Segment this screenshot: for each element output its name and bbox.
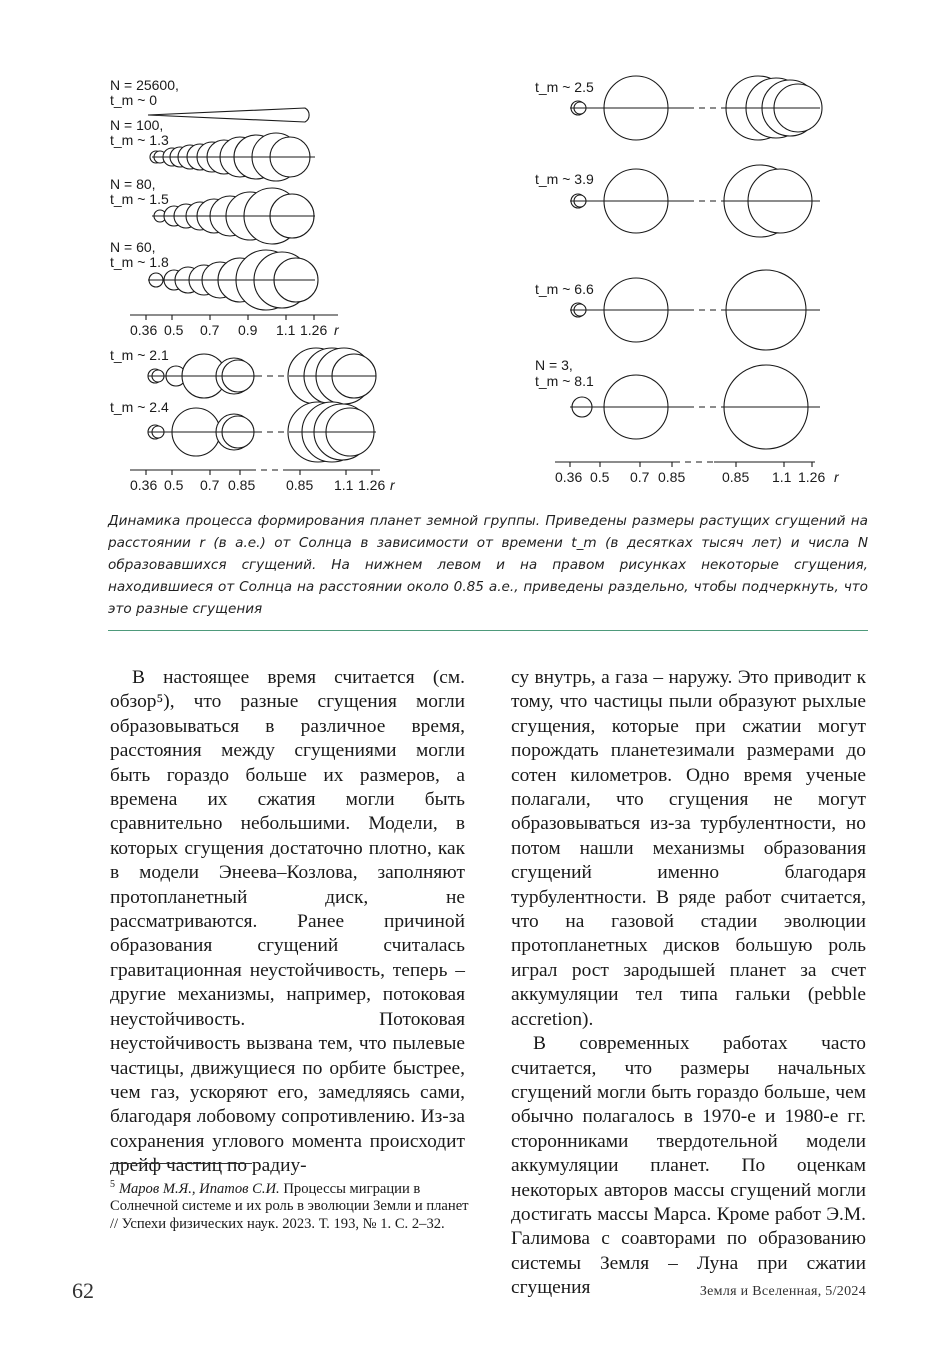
axis-label-r: r bbox=[834, 469, 839, 485]
axis-tick-label: 0.7 bbox=[200, 477, 220, 493]
row-label-n: N = 25600, bbox=[110, 77, 179, 93]
text-column-left bbox=[110, 666, 465, 1179]
axis-tick-label: 1.26 bbox=[358, 477, 386, 493]
row-label-tm: t_m ~ 1.8 bbox=[110, 254, 169, 270]
axis-tick-label: 1.1 bbox=[334, 477, 354, 493]
figure-left-panel bbox=[110, 77, 396, 493]
row-clumps-t39 bbox=[570, 165, 820, 237]
axis-bottom-left bbox=[130, 470, 396, 493]
row-clumps-t81 bbox=[570, 365, 820, 449]
row-label-tm: t_m ~ 2.5 bbox=[535, 79, 594, 95]
row-clumps-t25 bbox=[570, 76, 822, 140]
axis-tick-label: 0.36 bbox=[555, 469, 583, 485]
row-label-tm: t_m ~ 3.9 bbox=[535, 171, 594, 187]
axis-tick-label: 0.36 bbox=[130, 477, 158, 493]
axis-tick-label: 0.85 bbox=[658, 469, 686, 485]
journal-name: Земля и Вселенная, 5/2024 bbox=[699, 1284, 866, 1299]
figure-right-panel bbox=[535, 76, 840, 485]
axis-tick-label: 0.7 bbox=[200, 322, 220, 338]
row-label-n: N = 3, bbox=[535, 357, 573, 373]
row-label-tm: t_m ~ 0 bbox=[110, 92, 158, 108]
axis-tick-label: 0.85 bbox=[228, 477, 256, 493]
row-clumps-n100 bbox=[150, 133, 315, 181]
row-label-n: N = 100, bbox=[110, 117, 164, 133]
row-label-tm: t_m ~ 1.5 bbox=[110, 191, 169, 207]
ring-shape bbox=[148, 108, 309, 122]
figure bbox=[100, 70, 870, 500]
footnote-authors: Маров М.Я., Ипатов С.И. bbox=[119, 1180, 280, 1197]
axis-tick-label: 0.9 bbox=[238, 322, 258, 338]
paragraph: В современных работах часто считается, что размеры начальных сгущений могли быть гораздо больше, чем обычно полагалось в 1970-е и 1980-е гг. сторонниками твердотельной модели аккумуляции планет. По оценкам некоторых авторов массы сгущений могли достигать массы Марса. Кроме работ Э.М. Галимова с соавторами по образованию системы Земля – Луна при сжатии сгущения bbox=[511, 1033, 866, 1299]
page-number: 62 bbox=[72, 1278, 94, 1303]
row-clumps-t66 bbox=[570, 270, 820, 350]
figure-svg bbox=[100, 70, 870, 500]
row-clumps-n80 bbox=[152, 188, 315, 244]
row-label-tm: t_m ~ 2.1 bbox=[110, 347, 169, 363]
row-label-tm: t_m ~ 2.4 bbox=[110, 399, 169, 415]
row-label-tm: t_m ~ 1.3 bbox=[110, 132, 169, 148]
row-clumps-t24 bbox=[148, 402, 376, 462]
axis-tick-label: 0.36 bbox=[130, 322, 158, 338]
axis-tick-label: 0.85 bbox=[722, 469, 750, 485]
caption-divider bbox=[108, 630, 868, 631]
axis-tick-label: 1.26 bbox=[300, 322, 328, 338]
axis-tick-label: 0.5 bbox=[590, 469, 610, 485]
row-clumps-t21 bbox=[148, 348, 376, 404]
text-column-right bbox=[511, 666, 866, 1301]
axis-bottom-right bbox=[555, 462, 840, 485]
row-label-n: N = 60, bbox=[110, 239, 156, 255]
axis-tick-label: 0.5 bbox=[164, 322, 184, 338]
row-label-tm: t_m ~ 6.6 bbox=[535, 281, 594, 297]
paragraph: су внутрь, а газа – наружу. Это приводит к тому, что частицы пыли образуют рыхлые сгущения, которые при сжатии могут порождать планетезимали размерами до сотен километров. Одно время ученые полагали, что сгущения не могут образовываться из-за турбулентности, но потом нашли механизмы образования сгущений именно благодаря турбулентности. В ряде работ считается, что на газовой стадии эволюции протопланетных дисков большую роль играл рост зародышей планет за счет аккумуляции тел типа гальки (pebble accretion). bbox=[511, 667, 866, 1030]
row-label-tm: t_m ~ 8.1 bbox=[535, 373, 594, 389]
axis-tick-label: 1.1 bbox=[276, 322, 296, 338]
paragraph: В настоящее время считается (см. обзор⁵), что разные сгущения могли образовываться в различное время, расстояния между сгущениями могли быть гораздо больше их размеров, а времена их сжатия могли быть сравнительно небольшими. Модели, в которых сгущения достаточно плотно, как в модели Энеева–Козлова, заполняют протопланетный диск, не рассматриваются. Ранее причиной образования сгущений считалась гравитационная неустойчивость, теперь – другие механизмы, например, потоковая неустойчивость. Потоковая неустойчивость вызвана тем, что пылевые частицы, движущиеся по орбите быстрее, чем газ, ускоряют его, замедляясь сами, благодаря лобовому сопротивлению. Из-за сохранения углового момента происходит дрейф частиц по радиу- bbox=[110, 667, 465, 1177]
axis-top-left bbox=[130, 315, 340, 338]
axis-tick-label: 0.5 bbox=[164, 477, 184, 493]
axis-tick-label: 1.1 bbox=[772, 469, 792, 485]
figure-caption: Динамика процесса формирования планет земной группы. Приведены размеры растущих сгущений на расстоянии r (в а.е.) от Солнца в зависимости от времени t_m (в десятках тысяч лет) и числа N образовавшихся сгущений. На нижнем левом и на правом рисунках некоторые сгущения, находившиеся от Солнца на расстоянии около 0.85 а.е., приведены раздельно, чтобы подчеркнуть, что это разные сгущения bbox=[108, 513, 868, 617]
axis-label-r: r bbox=[390, 477, 395, 493]
footnote bbox=[110, 1176, 470, 1234]
axis-tick-label: 1.26 bbox=[798, 469, 826, 485]
row-clumps-n60 bbox=[148, 250, 318, 310]
axis-label-r: r bbox=[334, 322, 339, 338]
footnote-number: 5 bbox=[110, 1179, 115, 1190]
footnote-divider bbox=[110, 1163, 252, 1164]
footnote-text: Процессы миграции в Солнечной системе и их роль в эволюции Земли и планет // Успехи физических наук. 2023. Т. 193, № 1. С. 2–32. bbox=[110, 1180, 469, 1233]
axis-tick-label: 0.85 bbox=[286, 477, 314, 493]
axis-tick-label: 0.7 bbox=[630, 469, 650, 485]
row-label-n: N = 80, bbox=[110, 176, 156, 192]
